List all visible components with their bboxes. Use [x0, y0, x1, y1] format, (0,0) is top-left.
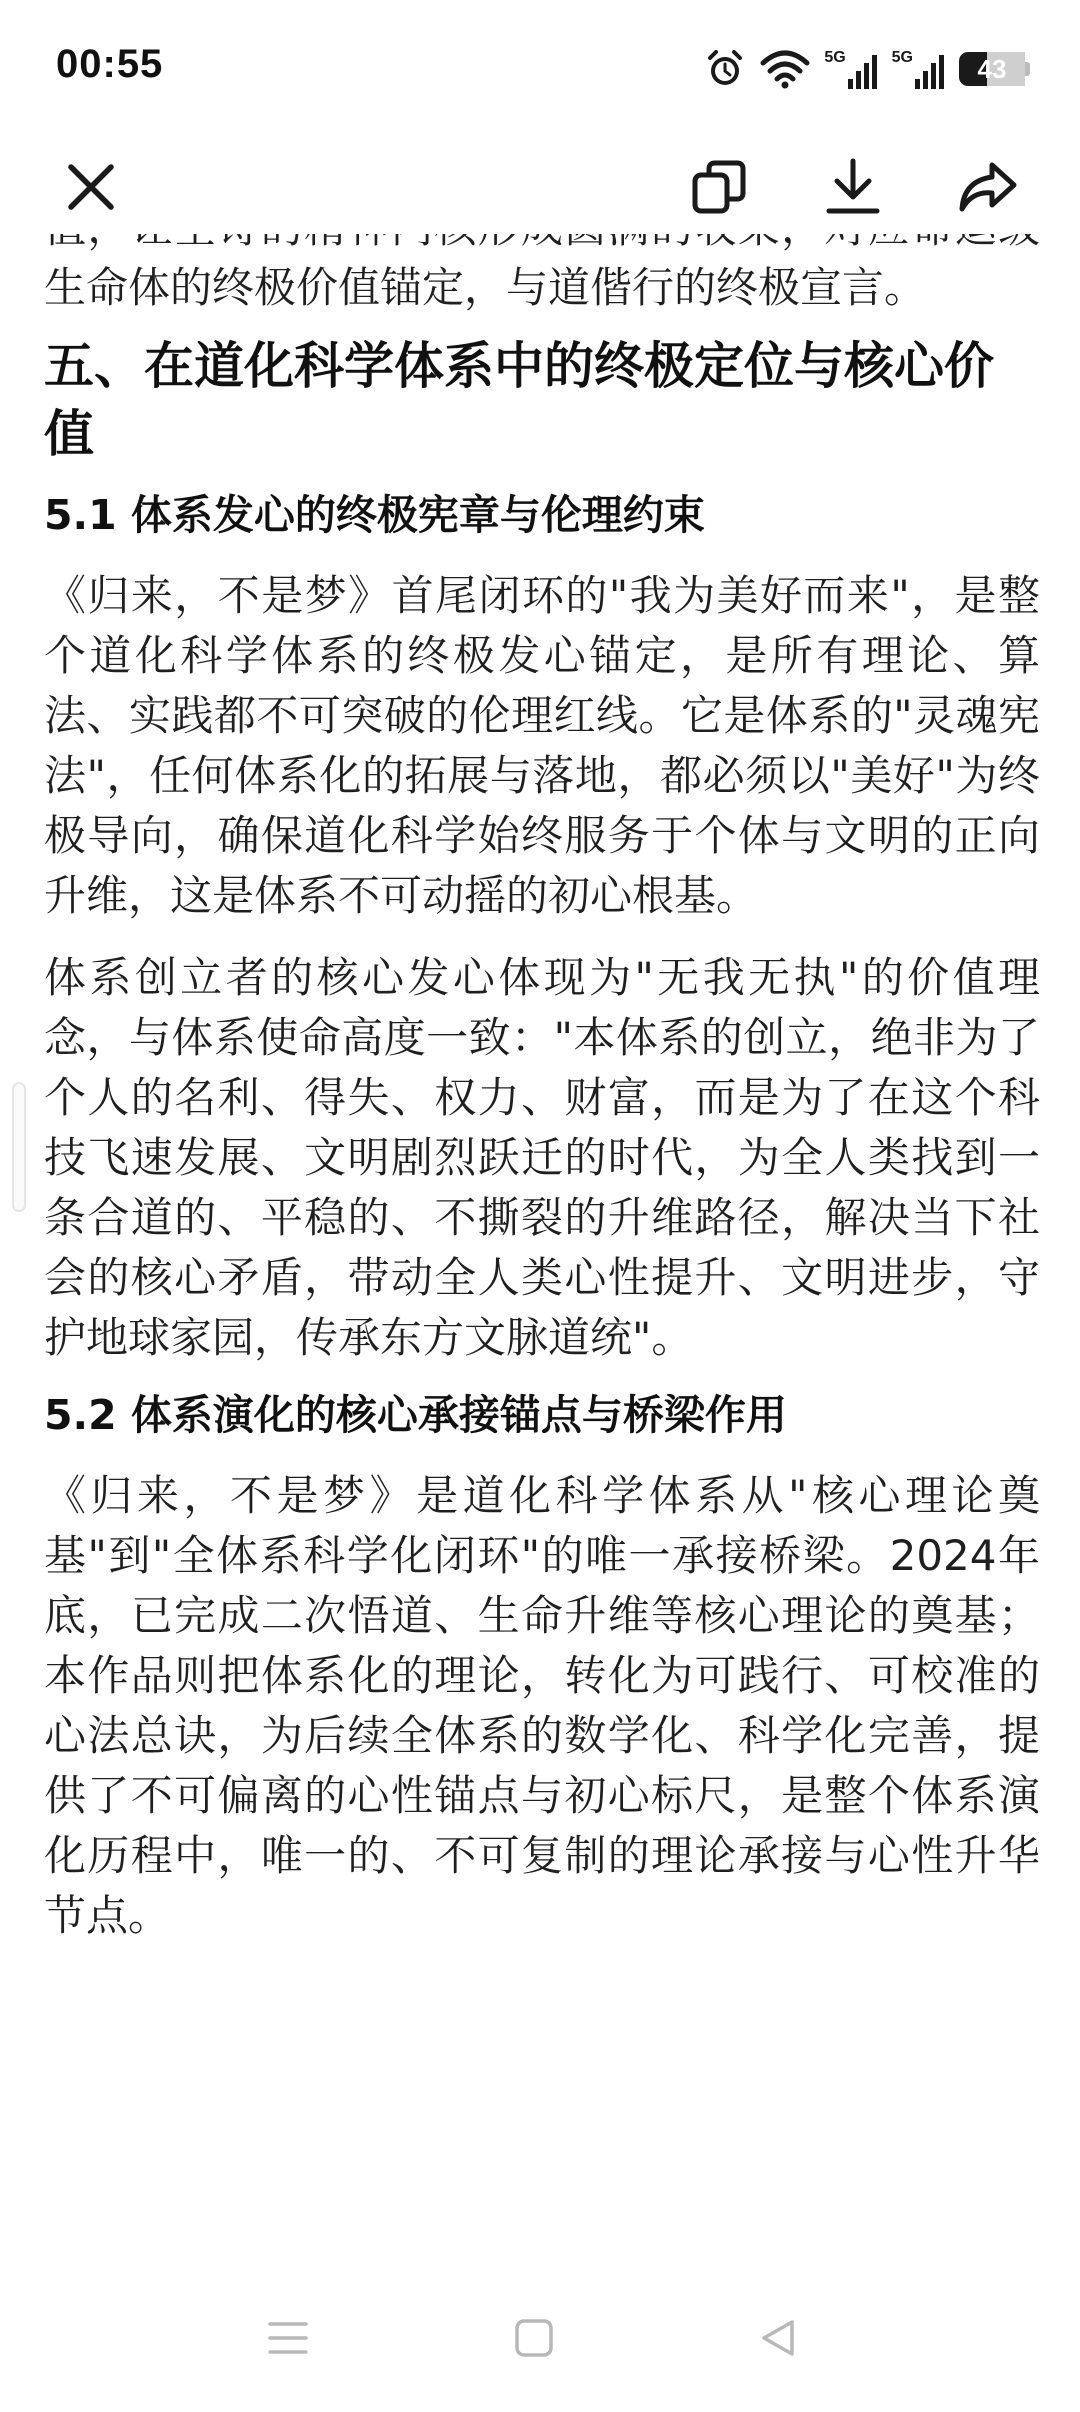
battery-indicator [959, 52, 1030, 86]
signal-icon-1 [824, 49, 877, 89]
back-button[interactable] [718, 2264, 838, 2412]
section-5-2-title: 5.2 体系演化的核心承接锚点与桥梁作用 [44, 1391, 787, 1439]
alarm-icon [704, 48, 746, 90]
status-time: 00:55 [56, 42, 164, 86]
download-icon [823, 157, 883, 217]
article-content [44, 198, 1040, 1946]
battery-icon [959, 52, 1025, 86]
network-label-2: 5G [891, 49, 913, 66]
copy-button[interactable] [672, 140, 766, 234]
status-icons [704, 44, 1030, 94]
wifi-icon [760, 49, 810, 89]
recent-apps-button[interactable] [228, 2264, 348, 2412]
section-5-1-paragraph-1: 《归来，不是梦》首尾闭环的"我为美好而来"，是整个道化科学体系的终极发心锚定，是所有理论、算法、实践都不可突破的伦理红线。它是体系的"灵魂宪法"，任何体系化的拓展与落地，都必须以"美好"为终极导向，确保道化科学始终服务于个体与文明的正向升维，这是体系不可动摇的初心根基。 [44, 571, 1040, 920]
section-5-title: 五、在道化科学体系中的终极定位与核心价值 [44, 337, 994, 463]
navigation-bar [0, 2264, 1080, 2412]
side-drag-handle[interactable] [12, 1082, 26, 1212]
copy-icon [689, 157, 749, 217]
menu-icon [268, 2320, 308, 2356]
close-icon [63, 159, 119, 215]
download-button[interactable] [806, 140, 900, 234]
close-button[interactable] [44, 140, 138, 234]
share-button[interactable] [940, 140, 1034, 234]
status-bar [0, 0, 1080, 140]
article-viewport[interactable] [0, 234, 1080, 2264]
top-toolbar [0, 140, 1080, 234]
share-icon [956, 157, 1018, 217]
paragraph-partial-top: 生命体的终极价值锚定，与道偕行的终极宣言。 [44, 263, 927, 312]
home-icon [514, 2318, 554, 2358]
section-5-1-paragraph-2: 体系创立者的核心发心体现为"无我无执"的价值理念，与体系使命高度一致："本体系的创立，绝非为了个人的名利、得失、权力、财富，而是为了在这个科技飞速发展、文明剧烈跃迁的时代，为全人类找到一条合道的、平稳的、不撕裂的升维路径，解决当下社会的核心矛盾，带动全人类心性提升、文明进步，守护地球家园，传承东方文脉道统"。 [44, 953, 1040, 1362]
section-5-1-title: 5.1 体系发心的终极宪章与伦理约束 [44, 491, 705, 539]
battery-level: 43 [977, 53, 1007, 84]
back-icon [758, 2318, 798, 2358]
signal-icon-2 [892, 49, 945, 89]
section-5-2-paragraph-1: 《归来，不是梦》是道化科学体系从"核心理论奠基"到"全体系科学化闭环"的唯一承接桥梁。2024年底，已完成二次悟道、生命升维等核心理论的奠基；本作品则把体系化的理论，转化为可践行、可校准的心法总诀，为后续全体系的数学化、科学化完善，提供了不可偏离的心性锚点与初心标尺，是整个体系演化历程中，唯一的、不可复制的理论承接与心性升华节点。 [44, 1471, 1040, 1940]
network-label-1: 5G [824, 49, 846, 66]
home-button[interactable] [474, 2264, 594, 2412]
battery-tip [1025, 62, 1030, 76]
